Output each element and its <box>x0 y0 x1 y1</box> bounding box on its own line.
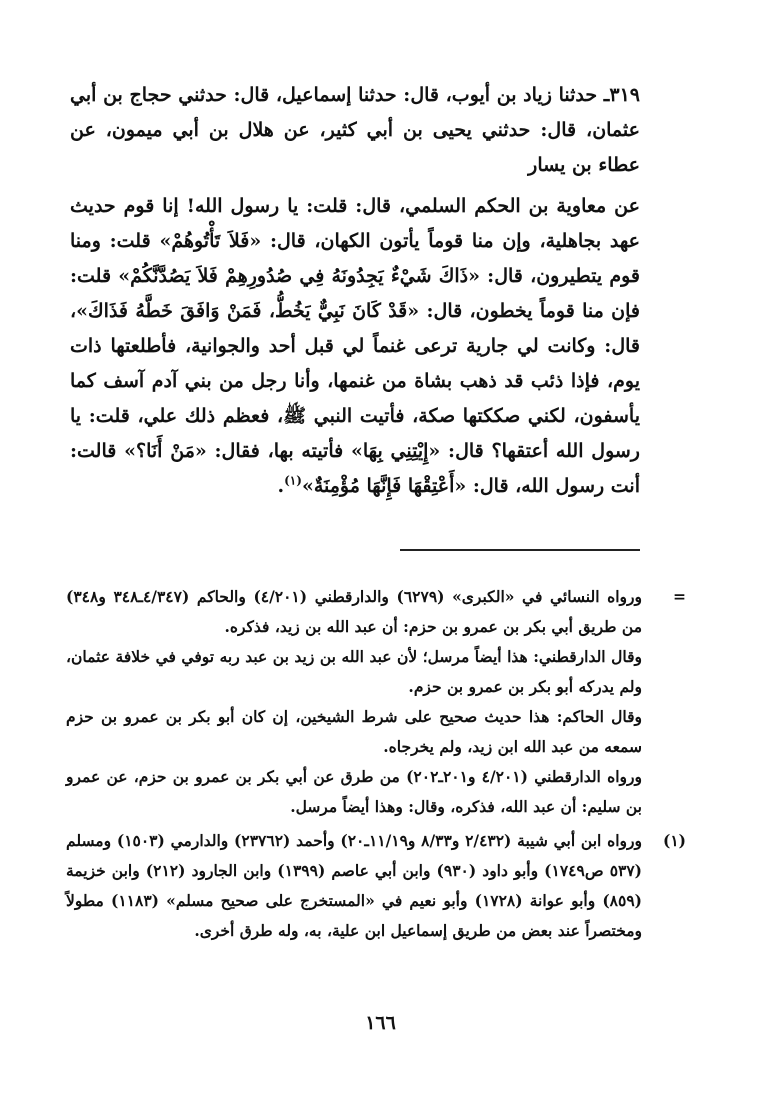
matn-segment: فأتيته بها، فقال: <box>206 440 352 462</box>
footnote-label: (١) <box>662 831 686 850</box>
footnote-paragraph: ورواه ابن أبي شيبة (٢/٤٣٢ و٨/٣٣ و١١/١٩ـ٢٠) وأحمد (٢٣٧٦٢) والدارمي (١٥٠٣) ومسلم (٥٣٧ ص١٧٤٩) وأبو داود (٩٣٠) وابن أبي عاصم (١٣٩٩) وابن الجارود (٢١٢) وابن خزيمة (٨٥٩) وأبو عوانة (١٧٢٨) وأبو نعيم في «المستخرج على صحيح مسلم» (١١٨٣) مطولاً ومختصراً عند بعض من طريق إسماعيل ابن علية، به، وله طرق أخرى. <box>66 831 643 940</box>
matn-segment: . <box>277 475 285 497</box>
footnote-continuation <box>66 582 686 822</box>
prophetic-saying: «مَنْ أَنَا؟» <box>124 440 207 462</box>
hadith-number: ٣١٩ـ <box>603 84 640 106</box>
matn-segment: قلت: فإن منا قوماً يخطون، قال: <box>70 265 640 322</box>
footnote-1 <box>66 826 686 946</box>
prophetic-saying: «أَعْتِقْهَا فَإِنَّهَا مُؤْمِنَةٌ» <box>301 475 467 497</box>
prophetic-saying: «فَلاَ تَأْتُوهُمْ» <box>159 230 262 252</box>
hadith-isnad: حدثنا زياد بن أيوب، قال: حدثنا إسماعيل، قال: حدثني حجاج بن أبي عثمان، قال: حدثني يحيى بن أبي كثير، عن هلال بن أبي ميمون، عن عطاء بن يسار <box>70 84 640 176</box>
hadith-text <box>70 78 640 504</box>
footnote-paragraph: وقال الدارقطني: هذا أيضاً مرسل؛ لأن عبد الله بن زيد بن عبد ربه توفي في خلافة عثمان، ولم يدركه أبو بكر بن عمرو بن حزم. <box>66 647 642 696</box>
matn-segment: قلت: ومنا قوم يتطيرون، قال: <box>70 230 640 287</box>
matn-segment: عن معاوية بن الحكم السلمي، قال: قلت: يا رسول الله! إنا قوم حديث عهد بجاهلية، وإن منا قوماً يأتون الكهان، قال: <box>70 195 640 252</box>
matn-segment: قالت: أنت رسول الله، قال: <box>70 440 640 497</box>
footnotes <box>66 582 686 946</box>
footnote-paragraph: ورواه النسائي في «الكبرى» (٦٢٧٩) والدارقطني (٤/٢٠١) والحاكم (٤/٣٤٧ـ٣٤٨ و٣٤٨) من طريق أبي بكر بن عمرو بن حزم: أن عبد الله بن زيد، فذكره. <box>66 587 642 636</box>
matn-segment: ، قال: وكانت لي جارية ترعى غنماً لي قبل أحد والجوانية، فأطلعتها ذات يوم، فإذا ذئب قد ذهب بشاة من غنمها، وأنا رجل من بني آدم آسف كما يأسفون، لكني صككتها صكة، فأتيت النبي ﷺ، فعظم ذلك علي، قلت: يا رسول الله أعتقها؟ قال: <box>70 300 640 462</box>
continuation-marker: = <box>673 587 686 606</box>
prophetic-saying: «إِيْتِنِي بِهَا» <box>351 440 441 462</box>
footnote-paragraph: ورواه الدارقطني (٤/٢٠١ و٢٠١ـ٢٠٢) من طرق عن أبي بكر بن عمرو بن حزم، عن عمرو بن سليم: أن عبد الله، فذكره، وقال: وهذا أيضاً مرسل. <box>66 767 642 816</box>
footnote-separator <box>400 549 640 551</box>
prophetic-saying: «ذَاكَ شَيْءٌ يَجِدُونَهُ فِي صُدُورِهِمْ فَلاَ يَصُدَّنَّكُمْ» <box>118 265 480 287</box>
hadith-isnad-paragraph <box>70 78 640 183</box>
footnote-paragraph: وقال الحاكم: هذا حديث صحيح على شرط الشيخين، إن كان أبو بكر بن عمرو بن حزم سمعه من عبد الله ابن زيد، ولم يخرجاه. <box>66 707 642 756</box>
page-number: ١٦٦ <box>365 1012 396 1034</box>
prophetic-saying: «قَدْ كَانَ نَبِيٌّ يَخُطُّ، فَمَنْ وَافَقَ خَطَّهُ فَذَاكَ» <box>76 300 420 322</box>
footnote-reference: (١) <box>284 473 302 488</box>
hadith-matn-paragraph <box>70 189 640 504</box>
